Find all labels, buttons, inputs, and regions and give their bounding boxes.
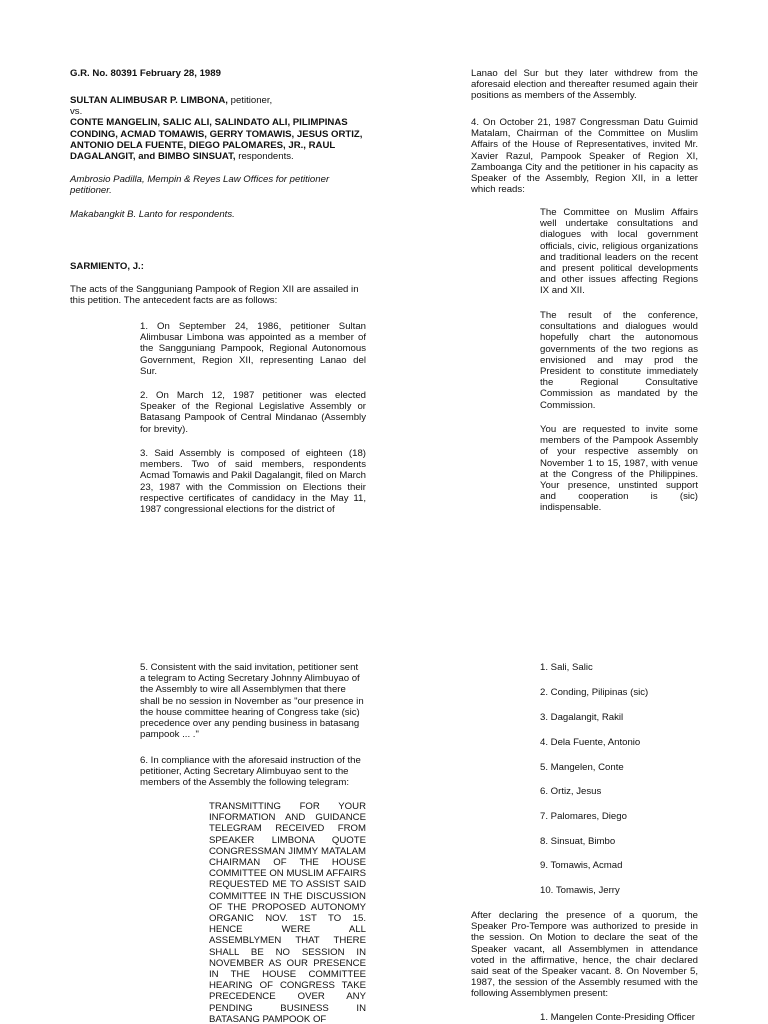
list-item: 8. Sinsuat, Bimbo xyxy=(540,836,616,847)
list-item: 7. Palomares, Diego xyxy=(540,811,627,822)
fact-1: 1. On September 24, 1986, petitioner Sultan Alimbusar Limbona was appointed as a member of the Sangguniang Pampook, Regional Autonomous Government, Region XII, representing Lanao del Sur. xyxy=(140,321,366,377)
list-item: 9. Tomawis, Acmad xyxy=(540,860,623,871)
letter-paragraph-2: The result of the conference, consultations and dialogues would hopefully chart the autonomous governments of the two regions as envisioned and may prod the President to constitute immediately the Regional Consultative Commission as mandated by the Commission. xyxy=(540,310,698,411)
quorum-paragraph: After declaring the presence of a quorum, the Speaker Pro-Tempore was authorized to preside in the session. On Motion to declare the seat of the Speaker vacant, all Assemblymen in attendance voted in the affirmative, hence, the chair declared said seat of the Speaker vacant. 8. On November 5, 1987, the session of the Assembly resumed with the following Assemblymen present: xyxy=(471,910,698,1000)
list-item: 4. Dela Fuente, Antonio xyxy=(540,737,641,748)
versus: vs. xyxy=(70,106,83,118)
list-item: 10. Tomawis, Jerry xyxy=(540,885,620,896)
counsel-respondents: Makabangkit B. Lanto for respondents. xyxy=(70,209,235,220)
letter-paragraph-1: The Committee on Muslim Affairs well undertake consultations and dialogues with local government officials, civic, religious organizations and traditional leaders on the recent and present political developments and other issues affecting Regions IX and XII. xyxy=(540,207,698,297)
list-item: 2. Conding, Pilipinas (sic) xyxy=(540,687,649,698)
telegram-text: TRANSMITTING FOR YOUR INFORMATION AND GUIDANCE TELEGRAM RECEIVED FROM SPEAKER LIMBONA QUOTE CONGRESSMAN JIMMY MATALAM CHAIRMAN OF THE HOUSE COMMITTEE ON MUSLIM AFFAIRS REQUESTED ME TO ASSIST SAID COMMITTEE IN THE DISCUSSION OF THE PROPOSED AUTONOMY ORGANIC NOV. 1ST TO 15. HENCE WERE ALL ASSEMBLYMEN THAT THERE SHALL BE NO SESSION IN NOVEMBER AS OUR PRESENCE IN THE HOUSE COMMITTEE HEARING OF CONGRESS TAKE PRECEDENCE OVER ANY PENDING BUSINESS IN BATASANG PAMPOOK OF xyxy=(209,801,366,1024)
letter-paragraph-3: You are requested to invite some members of the Pampook Assembly of your respective assembly on November 1 to 15, 1987, with venue at the Congress of the Philippines. Your presence, unstinted support and cooperation is (sic) indispensable. xyxy=(540,424,698,514)
ponente: SARMIENTO, J.: xyxy=(70,261,144,272)
list-item: 1. Sali, Salic xyxy=(540,662,593,673)
counsel-petitioner: Ambrosio Padilla, Mempin & Reyes Law Offices for petitioner petitioner. xyxy=(70,174,330,197)
fact-3: 3. Said Assembly is composed of eighteen (18) members. Two of said members, respondents Acmad Tomawis and Pakil Dagalangit, filed on March 23, 1987 with the Commission on Elections their respective certificates of candidacy in the May 11, 1987 congressional elections for the district of xyxy=(140,448,366,516)
list-item: 3. Dagalangit, Rakil xyxy=(540,712,624,723)
fact-3-continued: Lanao del Sur but they later withdrew from the aforesaid election and thereafter resumed again their positions as members of the Assembly. xyxy=(471,68,698,102)
fact-2: 2. On March 12, 1987 petitioner was elected Speaker of the Regional Legislative Assembly or Batasang Pampook of Central Mindanao (Assembly for brevity). xyxy=(140,390,366,435)
petitioner-line: SULTAN ALIMBUSAR P. LIMBONA, petitioner, xyxy=(70,95,273,106)
fact-6: 6. In compliance with the aforesaid instruction of the petitioner, Acting Secretary Alimbuyao sent to the members of the Assembly the following telegram: xyxy=(140,755,361,789)
case-parties xyxy=(70,95,370,162)
respondents-list: CONTE MANGELIN, SALIC ALI, SALINDATO ALI, PILIMPINAS CONDING, ACMAD TOMAWIS, GERRY TOMAWIS, JESUS ORTIZ, ANTONIO DELA FUENTE, DIEGO PALOMARES, JR., RAUL DAGALANGIT, and BIMBO SINSUAT, respondents. xyxy=(70,117,363,163)
case-number: G.R. No. 80391 February 28, 1989 xyxy=(70,68,221,79)
present-list-item: 1. Mangelen Conte-Presiding Officer xyxy=(540,1012,696,1023)
fact-5: 5. Consistent with the said invitation, petitioner sent a telegram to Acting Secretary Johnny Alimbuyao of the Assembly to wire all Assemblymen that there shall be no session in November as "our presence in the house committee hearing of Congress take (sic) precedence over any pending business in batasang pampook ... ." xyxy=(140,662,364,741)
intro-paragraph: The acts of the Sangguniang Pampook of Region XII are assailed in this petition. The antecedent facts are as follows: xyxy=(70,284,359,307)
list-item: 5. Mangelen, Conte xyxy=(540,762,624,773)
fact-4: 4. On October 21, 1987 Congressman Datu Guimid Matalam, Chairman of the Committee on Muslim Affairs of the House of Representatives, invited Mr. Xavier Razul, Pampook Speaker of Region XI, Zamboanga City and the petitioner in his capacity as Speaker of the Assembly, Region XII, in a letter which reads: xyxy=(471,117,698,196)
list-item: 6. Ortiz, Jesus xyxy=(540,786,602,797)
